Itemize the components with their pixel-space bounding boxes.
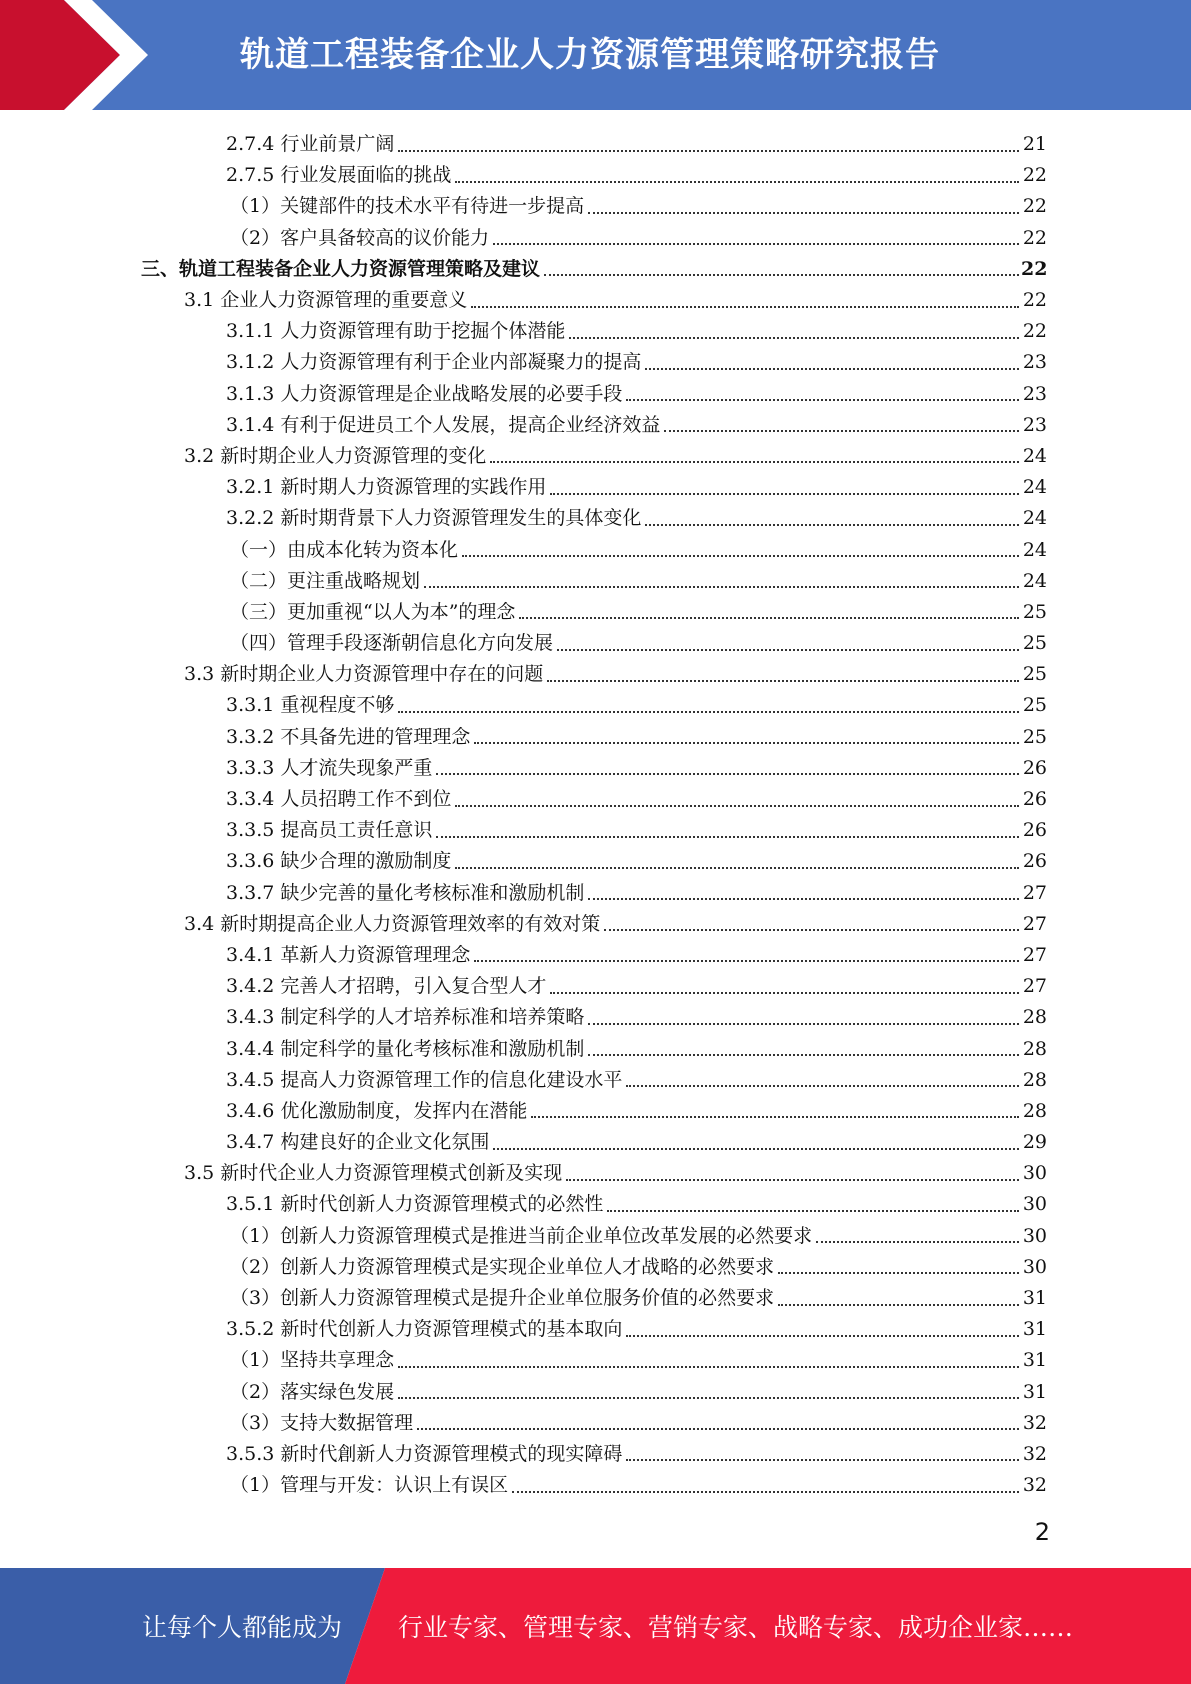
page-number: 2 [1034, 1518, 1050, 1546]
toc-leader-dots [512, 1491, 1019, 1493]
toc-entry-page: 25 [1022, 694, 1047, 717]
toc-entry-page: 26 [1022, 788, 1047, 811]
toc-entry-page: 23 [1022, 413, 1047, 436]
toc-leader-dots [474, 742, 1019, 744]
toc-entry-title: 3.5.3 新时代創新人力资源管理模式的现实障碍 [226, 1442, 623, 1465]
toc-entry-page: 31 [1022, 1380, 1047, 1403]
toc-entry-page: 23 [1022, 382, 1047, 405]
toc-entry-page: 31 [1022, 1318, 1047, 1341]
toc-entry-title: 3.3.5 提高员工责任意识 [226, 819, 433, 842]
toc-entry-title: （3）支持大数据管理 [230, 1411, 414, 1434]
toc-entry[interactable] [0, 690, 1191, 721]
toc-entry[interactable] [0, 815, 1191, 846]
toc-entry-page: 25 [1022, 632, 1047, 655]
toc-leader-dots [436, 773, 1019, 775]
toc-entry-title: 3.2 新时期企业人力资源管理的变化 [184, 444, 487, 467]
toc-entry[interactable] [0, 1439, 1191, 1470]
toc-entry-page: 32 [1022, 1411, 1047, 1434]
toc-entry-page: 31 [1022, 1349, 1047, 1372]
toc-entry-title: 3.5.1 新时代创新人力资源管理模式的必然性 [226, 1193, 604, 1216]
toc-entry[interactable] [0, 753, 1191, 784]
toc-entry-page: 32 [1022, 1442, 1047, 1465]
toc-entry[interactable] [0, 784, 1191, 815]
toc-leader-dots [778, 1272, 1019, 1274]
toc-entry-title: 2.7.5 行业发展面临的挑战 [226, 164, 452, 187]
toc-entry-title: 3.2.2 新时期背景下人力资源管理发生的具体变化 [226, 507, 642, 530]
toc-entry[interactable] [0, 534, 1191, 565]
toc-entry-page: 22 [1022, 226, 1047, 249]
toc-entry[interactable] [0, 191, 1191, 222]
toc-entry[interactable] [0, 1189, 1191, 1220]
header-chevron-icon [0, 0, 160, 110]
toc-leader-dots [455, 867, 1019, 869]
toc-entry-title: （1）管理与开发：认识上有误区 [230, 1474, 509, 1497]
footer-slogan-right: 行业专家、管理专家、营销专家、战略专家、成功企业家…… [398, 1613, 1074, 1642]
toc-entry[interactable] [0, 223, 1191, 254]
toc-leader-dots [588, 1054, 1019, 1056]
toc-entry-page: 22 [1021, 257, 1048, 280]
toc-entry-title: 3.1.2 人力资源管理有利于企业内部凝聚力的提高 [226, 351, 642, 374]
toc-leader-dots [778, 1304, 1019, 1306]
toc-entry-page: 24 [1022, 507, 1047, 530]
toc-entry-title: 3.1 企业人力资源管理的重要意义 [184, 289, 468, 312]
toc-entry-title: 3.1.3 人力资源管理是企业战略发展的必要手段 [226, 382, 623, 405]
toc-entry-page: 32 [1022, 1474, 1047, 1497]
toc-entry-page: 28 [1022, 1068, 1047, 1091]
toc-leader-dots [398, 711, 1019, 713]
toc-entry[interactable] [0, 1065, 1191, 1096]
toc-entry-title: （2）客户具备较高的议价能力 [230, 226, 490, 249]
toc-entry[interactable] [0, 1408, 1191, 1439]
toc-entry[interactable] [0, 160, 1191, 191]
toc-entry-page: 31 [1022, 1287, 1047, 1310]
toc-entry-title: 3.4.7 构建良好的企业文化氛围 [226, 1131, 490, 1154]
toc-entry-page: 22 [1022, 195, 1047, 218]
toc-entry-page: 22 [1022, 320, 1047, 343]
toc-entry-page: 30 [1022, 1162, 1047, 1185]
toc-leader-dots [462, 555, 1019, 557]
toc-entry[interactable] [0, 628, 1191, 659]
toc-entry-title: （3）创新人力资源管理模式是提升企业单位服务价值的必然要求 [230, 1287, 775, 1310]
toc-entry[interactable] [0, 1345, 1191, 1376]
toc-leader-dots [550, 992, 1019, 994]
toc-entry[interactable] [0, 940, 1191, 971]
toc-entry-page: 29 [1022, 1131, 1047, 1154]
toc-entry-title: （2）落实绿色发展 [230, 1380, 395, 1403]
toc-entry-page: 26 [1022, 819, 1047, 842]
toc-entry[interactable] [0, 566, 1191, 597]
toc-leader-dots [493, 243, 1019, 245]
toc-entry-page: 28 [1022, 1006, 1047, 1029]
toc-leader-dots [588, 1023, 1019, 1025]
toc-entry-title: 3.4.4 制定科学的量化考核标准和激励机制 [226, 1037, 585, 1060]
toc-entry-title: 3.3 新时期企业人力资源管理中存在的问题 [184, 663, 544, 686]
toc-entry-title: 3.4 新时期提高企业人力资源管理效率的有效对策 [184, 912, 601, 935]
toc-leader-dots [566, 1179, 1019, 1181]
toc-entry-page: 25 [1022, 663, 1047, 686]
toc-leader-dots [547, 680, 1019, 682]
toc-entry[interactable] [0, 285, 1191, 316]
toc-leader-dots [398, 1366, 1019, 1368]
toc-leader-dots [626, 1335, 1019, 1337]
toc-leader-dots [645, 524, 1019, 526]
toc-entry-title: （一）由成本化转为资本化 [230, 538, 459, 561]
toc-entry-page: 24 [1022, 569, 1047, 592]
toc-leader-dots [604, 929, 1019, 931]
toc-leader-dots [474, 960, 1019, 962]
toc-leader-dots [436, 836, 1019, 838]
toc-entry[interactable] [0, 878, 1191, 909]
toc-leader-dots [816, 1241, 1019, 1243]
toc-entry-title: 3.4.5 提高人力资源管理工作的信息化建设水平 [226, 1068, 623, 1091]
toc-entry-title: （2）创新人力资源管理模式是实现企业单位人才战略的必然要求 [230, 1255, 775, 1278]
toc-entry[interactable] [0, 1314, 1191, 1345]
toc-entry-title: （二）更注重战略规划 [230, 569, 421, 592]
toc-leader-dots [544, 274, 1019, 276]
toc-entry[interactable] [0, 659, 1191, 690]
toc-entry[interactable] [0, 1127, 1191, 1158]
toc-entry-title: 3.1.4 有利于促进员工个人发展，提高企业经济效益 [226, 413, 661, 436]
toc-leader-dots [664, 430, 1019, 432]
toc-entry[interactable] [0, 597, 1191, 628]
toc-leader-dots [493, 1148, 1019, 1150]
toc-entry-title: 3.4.1 革新人力资源管理理念 [226, 943, 471, 966]
toc-entry-page: 27 [1022, 975, 1047, 998]
toc-entry-title: （三）更加重视“以人为本”的理念 [230, 600, 516, 623]
toc-entry[interactable] [0, 846, 1191, 877]
toc-entry[interactable] [0, 722, 1191, 753]
toc-entry-title: （四）管理手段逐渐朝信息化方向发展 [230, 632, 554, 655]
toc-entry-title: （1）坚持共享理念 [230, 1349, 395, 1372]
toc-entry-title: 3.2.1 新时期人力资源管理的实践作用 [226, 476, 547, 499]
toc-leader-dots [645, 368, 1019, 370]
toc-entry-title: 2.7.4 行业前景广阔 [226, 133, 395, 156]
toc-entry[interactable] [0, 254, 1191, 285]
toc-entry[interactable] [0, 316, 1191, 347]
toc-entry-page: 24 [1022, 538, 1047, 561]
toc-entry-page: 27 [1022, 881, 1047, 904]
page-header [0, 0, 1191, 110]
toc-entry-page: 30 [1022, 1224, 1047, 1247]
toc-entry-title: 3.4.3 制定科学的人才培养标准和培养策略 [226, 1006, 585, 1029]
toc-entry[interactable] [0, 1033, 1191, 1064]
toc-entry[interactable] [0, 129, 1191, 160]
toc-leader-dots [424, 586, 1019, 588]
toc-entry[interactable] [0, 1221, 1191, 1252]
toc-entry[interactable] [0, 347, 1191, 378]
toc-entry-title: （1）创新人力资源管理模式是推进当前企业单位改革发展的必然要求 [230, 1224, 813, 1247]
toc-leader-dots [626, 1085, 1019, 1087]
toc-entry-page: 30 [1022, 1193, 1047, 1216]
toc-entry-title: 3.4.2 完善人才招聘，引入复合型人才 [226, 975, 547, 998]
toc-entry[interactable] [0, 410, 1191, 441]
toc-leader-dots [557, 649, 1019, 651]
toc-leader-dots [626, 399, 1019, 401]
toc-leader-dots [417, 1428, 1019, 1430]
toc-leader-dots [588, 898, 1019, 900]
toc-leader-dots [455, 181, 1019, 183]
toc-entry-page: 26 [1022, 850, 1047, 873]
toc-entry[interactable] [0, 1158, 1191, 1189]
toc-leader-dots [471, 306, 1019, 308]
toc-entry-title: 3.3.2 不具备先进的管理理念 [226, 725, 471, 748]
toc-leader-dots [588, 212, 1019, 214]
toc-leader-dots [398, 150, 1019, 152]
toc-entry-title: 3.3.4 人员招聘工作不到位 [226, 788, 452, 811]
toc-entry-title: 3.5 新时代企业人力资源管理模式创新及实现 [184, 1162, 563, 1185]
toc-entry-page: 21 [1022, 133, 1047, 156]
toc-entry-page: 24 [1022, 476, 1047, 499]
toc-entry-title: 3.1.1 人力资源管理有助于挖掘个体潜能 [226, 320, 566, 343]
toc-entry-title: 3.4.6 优化激励制度，发挥内在潜能 [226, 1099, 528, 1122]
toc-entry-page: 30 [1022, 1255, 1047, 1278]
toc-entry-title: 3.3.3 人才流失现象严重 [226, 756, 433, 779]
toc-entry[interactable] [0, 909, 1191, 940]
toc-entry-page: 28 [1022, 1099, 1047, 1122]
toc-leader-dots [455, 805, 1019, 807]
toc-entry-title: 3.5.2 新时代创新人力资源管理模式的基本取向 [226, 1318, 623, 1341]
toc-entry-title: 三、轨道工程装备企业人力资源管理策略及建议 [141, 257, 541, 280]
toc-leader-dots [398, 1397, 1019, 1399]
toc-entry[interactable] [0, 441, 1191, 472]
table-of-contents [0, 129, 1191, 1501]
page-footer [0, 1568, 1191, 1684]
toc-entry-page: 25 [1022, 725, 1047, 748]
toc-entry-page: 24 [1022, 444, 1047, 467]
toc-entry[interactable] [0, 1002, 1191, 1033]
toc-entry[interactable] [0, 472, 1191, 503]
toc-entry[interactable] [0, 1377, 1191, 1408]
toc-entry[interactable] [0, 379, 1191, 410]
toc-leader-dots [607, 1210, 1019, 1212]
toc-entry-title: 3.3.6 缺少合理的激励制度 [226, 850, 452, 873]
toc-entry-page: 23 [1022, 351, 1047, 374]
toc-entry-title: 3.3.7 缺少完善的量化考核标准和激励机制 [226, 881, 585, 904]
toc-leader-dots [550, 493, 1019, 495]
toc-leader-dots [626, 1459, 1019, 1461]
toc-entry-page: 27 [1022, 912, 1047, 935]
toc-entry-page: 25 [1022, 600, 1047, 623]
toc-entry[interactable] [0, 1470, 1191, 1501]
toc-leader-dots [531, 1116, 1019, 1118]
toc-entry[interactable] [0, 971, 1191, 1002]
toc-entry[interactable] [0, 1283, 1191, 1314]
toc-entry[interactable] [0, 503, 1191, 534]
toc-leader-dots [490, 461, 1019, 463]
toc-entry-title: 3.3.1 重视程度不够 [226, 694, 395, 717]
toc-entry-page: 28 [1022, 1037, 1047, 1060]
toc-leader-dots [569, 337, 1019, 339]
footer-slogan-left: 让每个人都能成为 [142, 1613, 343, 1642]
toc-entry-title: （1）关键部件的技术水平有待进一步提高 [230, 195, 585, 218]
toc-entry-page: 22 [1022, 164, 1047, 187]
toc-entry[interactable] [0, 1096, 1191, 1127]
toc-entry[interactable] [0, 1252, 1191, 1283]
toc-entry-page: 22 [1022, 289, 1047, 312]
toc-entry-page: 27 [1022, 943, 1047, 966]
report-title: 轨道工程装备企业人力资源管理策略研究报告 [240, 35, 940, 75]
toc-entry-page: 26 [1022, 756, 1047, 779]
toc-leader-dots [519, 617, 1019, 619]
